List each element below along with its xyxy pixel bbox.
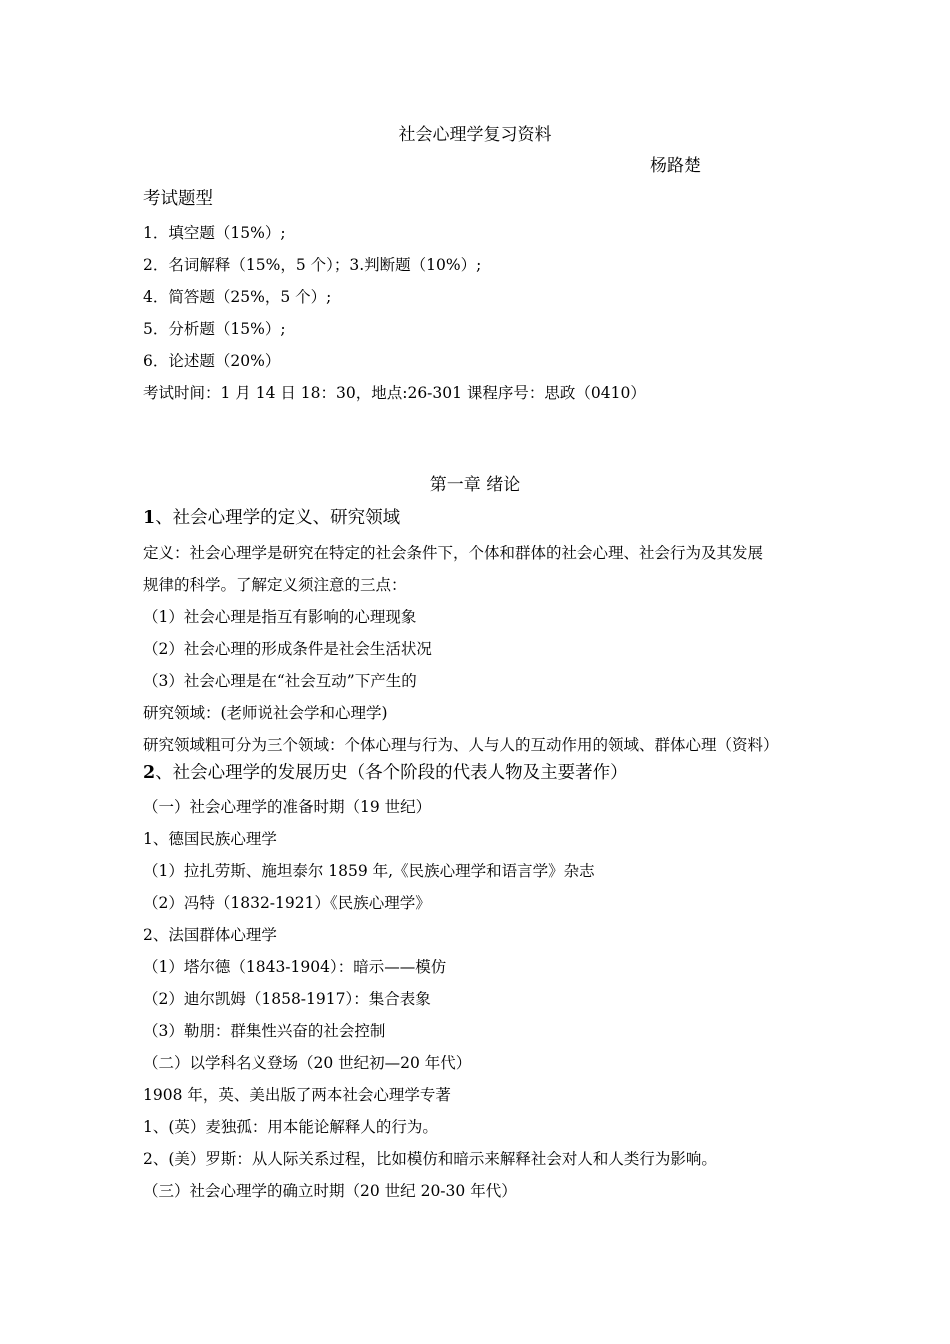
exam-item: 1．填空题（15%）; xyxy=(143,224,286,242)
author-name: 杨路楚 xyxy=(650,156,701,176)
body-line: 研究领域：(老师说社会学和心理学) xyxy=(143,704,388,722)
body-line: （1）拉扎劳斯、施坦泰尔 1859 年,《民族心理学和语言学》杂志 xyxy=(143,862,595,880)
section-heading xyxy=(143,762,628,784)
body-line: （2）社会心理的形成条件是社会生活状况 xyxy=(143,640,432,658)
body-line: 定义：社会心理学是研究在特定的社会条件下，个体和群体的社会心理、社会行为及其发展 xyxy=(143,544,764,562)
body-line: （2）迪尔凯姆（1858-1917）：集合表象 xyxy=(143,990,431,1008)
body-line: 1、德国民族心理学 xyxy=(143,830,277,848)
body-line: 研究领域粗可分为三个领域：个体心理与行为、人与人的互动作用的领域、群体心理（资料） xyxy=(143,736,779,754)
section-number: 1 xyxy=(143,508,156,528)
body-line: 2、法国群体心理学 xyxy=(143,926,277,944)
section-number: 2 xyxy=(143,763,156,783)
exam-item: 6．论述题（20%） xyxy=(143,352,281,370)
body-line: （3）勒朋：群集性兴奋的社会控制 xyxy=(143,1022,386,1040)
body-line: 1、(英）麦独孤：用本能论解释人的行为。 xyxy=(143,1118,438,1136)
body-line: （2）冯特（1832-1921）《民族心理学》 xyxy=(143,894,431,912)
exam-time-info: 考试时间：1 月 14 日 18：30，地点:26-301 课程序号：思政（0410） xyxy=(143,384,646,402)
section-title: 、社会心理学的定义、研究领域 xyxy=(155,508,401,528)
body-line: （二）以学科名义登场（20 世纪初—20 年代） xyxy=(143,1054,472,1072)
body-line: （一）社会心理学的准备时期（19 世纪） xyxy=(143,798,432,816)
section-title: 、社会心理学的发展历史（各个阶段的代表人物及主要著作） xyxy=(155,763,628,783)
document-title: 社会心理学复习资料 xyxy=(398,125,552,145)
section-heading xyxy=(143,507,400,529)
body-line: 规律的科学。了解定义须注意的三点： xyxy=(143,576,407,594)
exam-item: 5．分析题（15%）; xyxy=(143,320,286,338)
body-line: （1）社会心理是指互有影响的心理现象 xyxy=(143,608,417,626)
body-line: 1908 年，英、美出版了两本社会心理学专著 xyxy=(143,1086,451,1104)
exam-item: 4．简答题（25%，5 个）; xyxy=(143,288,332,306)
exam-type-heading: 考试题型 xyxy=(143,189,213,209)
body-line: 2、(美）罗斯：从人际关系过程，比如模仿和暗示来解释社会对人和人类行为影响。 xyxy=(143,1150,717,1168)
chapter-title: 第一章 绪论 xyxy=(429,475,521,495)
exam-item: 2．名词解释（15%，5 个）；3.判断题（10%）; xyxy=(143,256,482,274)
body-line: （1）塔尔德（1843-1904）：暗示——模仿 xyxy=(143,958,447,976)
body-line: （三）社会心理学的确立时期（20 世纪 20-30 年代） xyxy=(143,1182,517,1200)
body-line: （3）社会心理是在“社会互动”下产生的 xyxy=(143,672,417,690)
